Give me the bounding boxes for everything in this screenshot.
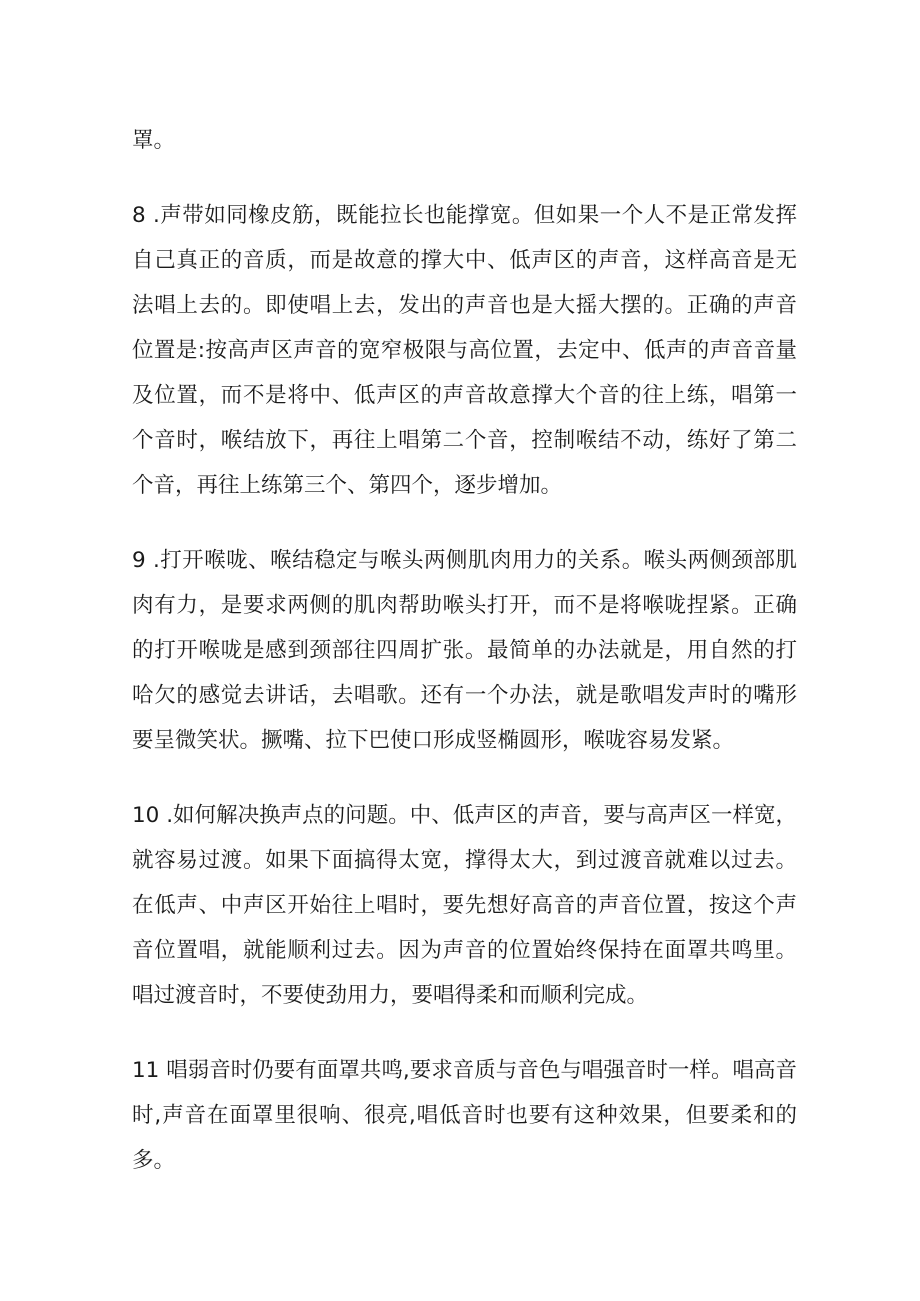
paragraph-item-11: 11 唱弱音时仍要有面罩共鸣,要求音质与音色与唱强音时一样。唱高音时,声音在面罩里很响、很亮,唱低音时也要有这种效果，但要柔和的多。 [132,1058,797,1173]
paragraph-item-10: 10 .如何解决换声点的问题。中、低声区的声音，要与高声区一样宽，就容易过渡。如果下面搞得太宽，撑得太大，到过渡音就难以过去。在低声、中声区开始往上唱时，要先想好高音的声音位置，按这个声音位置唱，就能顺利过去。因为声音的位置始终保持在面罩共鸣里。唱过渡音时，不要使劲用力，要唱得柔和而顺利完成。 [132,803,797,1008]
document-body [132,118,797,1213]
paragraph-continuation: 罩。 [132,128,176,153]
paragraph-item-8: 8 .声带如同橡皮筋，既能拉长也能撑宽。但如果一个人不是正常发挥自己真正的音质，而是故意的撑大中、低声区的声音，这样高音是无法唱上去的。即使唱上去，发出的声音也是大摇大摆的。正确的声音位置是:按高声区声音的宽窄极限与高位置，去定中、低声的声音音量及位置，而不是将中、低声区的声音故意撑大个音的往上练，唱第一个音时，喉结放下，再往上唱第二个音，控制喉结不动，练好了第二个音，再往上练第三个、第四个，逐步增加。 [132,203,797,498]
paragraph-item-9: 9 .打开喉咙、喉结稳定与喉头两侧肌肉用力的关系。喉头两侧颈部肌肉有力，是要求两侧的肌肉帮助喉头打开，而不是将喉咙捏紧。正确的打开喉咙是感到颈部往四周扩张。最简单的办法就是，用自然的打哈欠的感觉去讲话，去唱歌。还有一个办法，就是歌唱发声时的嘴形要呈微笑状。撅嘴、拉下巴使口形成竖椭圆形，喉咙容易发紧。 [132,548,797,753]
